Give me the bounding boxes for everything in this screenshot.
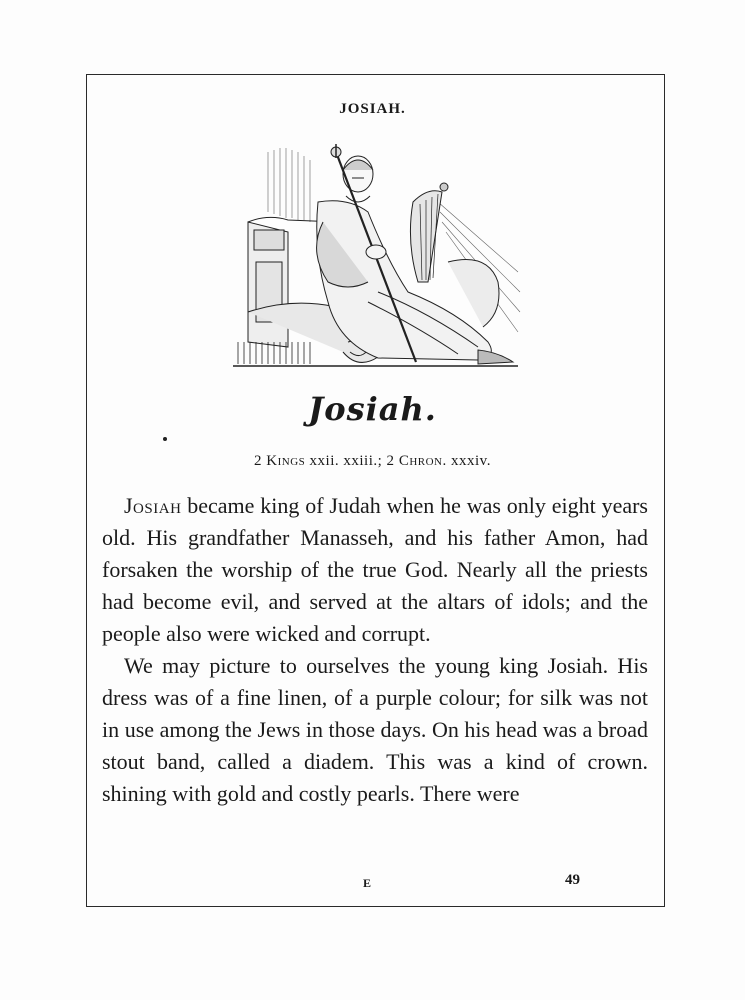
reference-book-chronicles: Chron.	[398, 453, 447, 469]
paragraph-1-lead: Josiah	[124, 493, 182, 518]
scripture-reference	[0, 453, 745, 470]
reference-book-kings: Kings	[266, 453, 306, 469]
reference-chapters-2: xxxiv.	[446, 453, 491, 469]
chapter-title: Josiah.	[308, 390, 437, 428]
reference-prefix: 2	[254, 453, 267, 469]
paragraph-1	[102, 490, 648, 650]
king-josiah-engraving	[228, 142, 524, 374]
paragraph-2-text: We may picture to ourselves the young king Josiah. His dress was of a fine linen, of a purple colour; for silk was not in use among the Jews in those days. On his head was a broad stout band, called a diadem. This was a kind of crown. shining with gold and costly pearls. There were	[102, 653, 648, 806]
paragraph-1-text: became king of Judah when he was only eight years old. His grandfather Manasseh, and his father Amon, had forsaken the worship of the true God. Nearly all the priests had become evil, and served at the altars of idols; and the people also were wicked and corrupt.	[102, 493, 648, 646]
page-number: 49	[565, 872, 580, 888]
body-text	[102, 490, 648, 810]
paragraph-2	[102, 650, 648, 810]
signature-mark: E	[363, 876, 372, 890]
running-head: JOSIAH.	[339, 101, 406, 117]
ornament-dot	[163, 437, 167, 441]
reference-chapters-1: xxii. xxiii.; 2	[305, 453, 399, 469]
